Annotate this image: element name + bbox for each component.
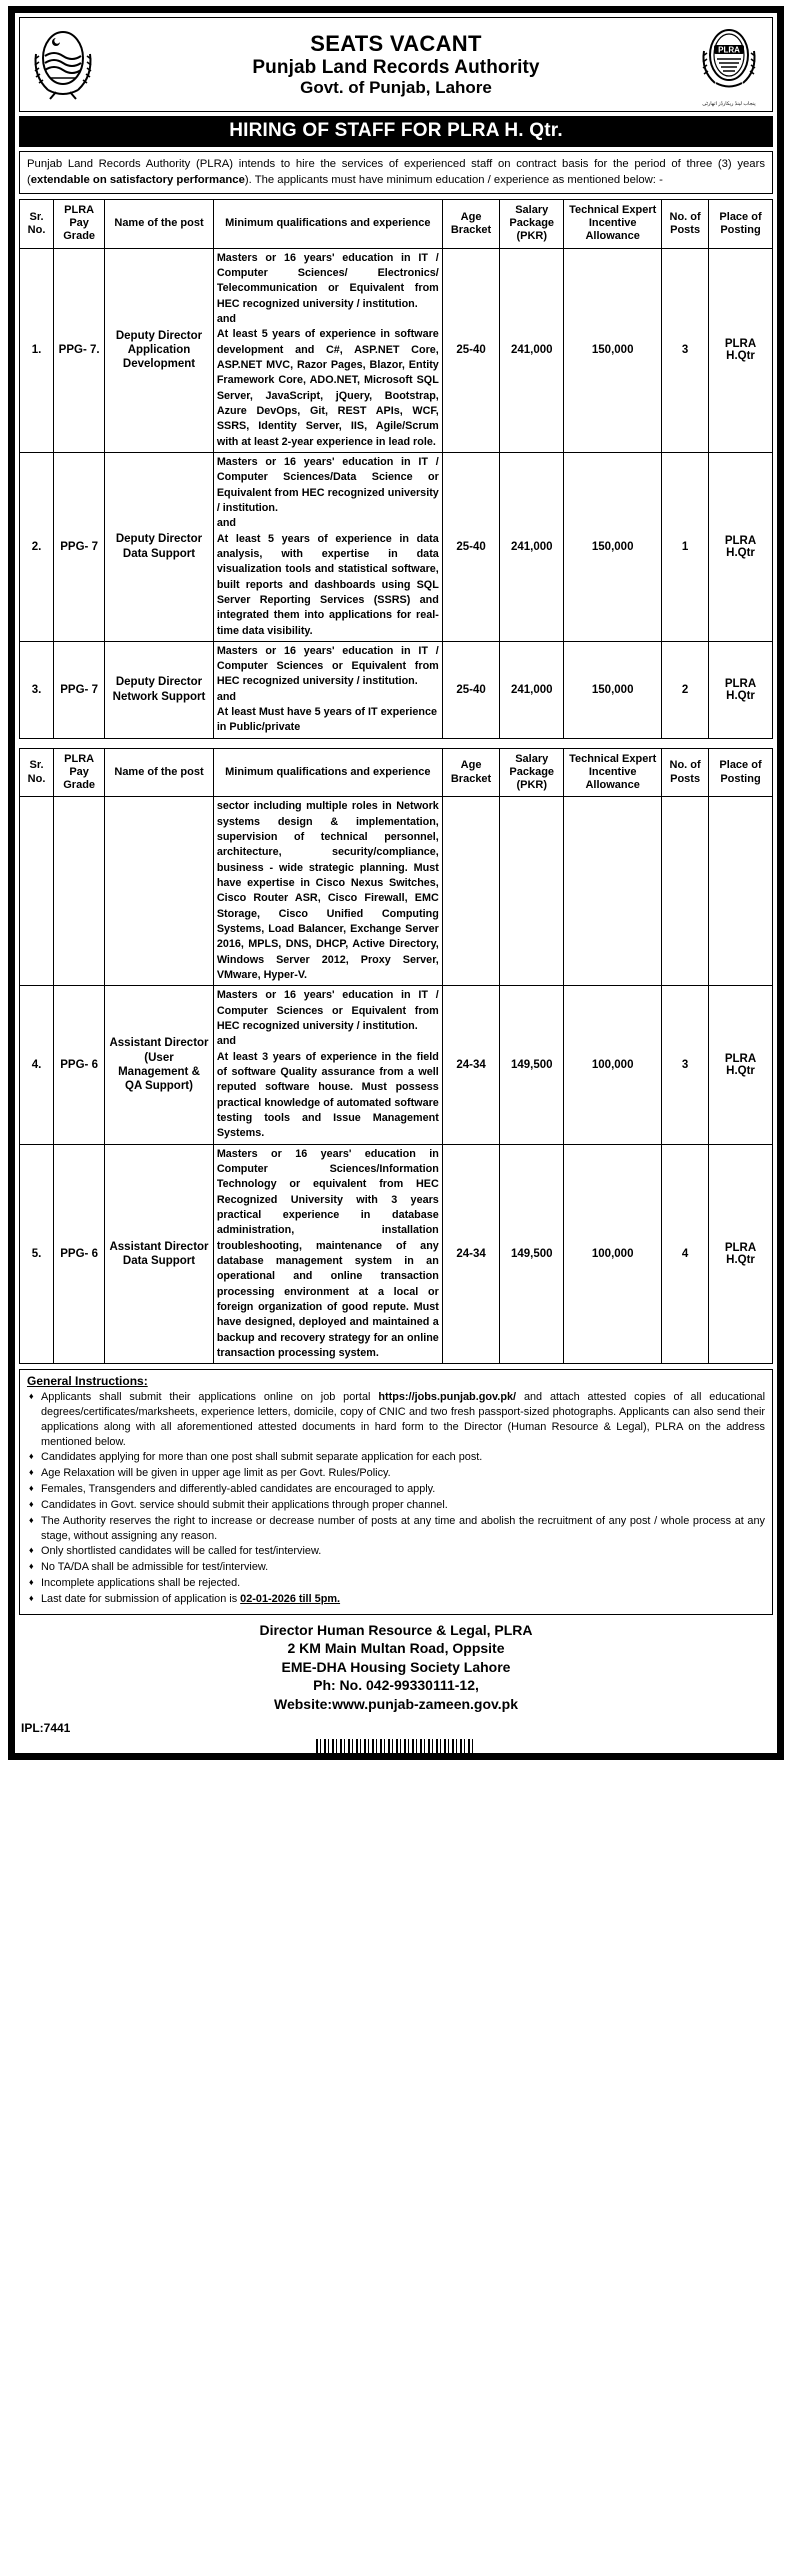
job-portal-url[interactable]: https://jobs.punjab.gov.pk/ — [378, 1391, 517, 1404]
intro-text-part2: ). The applicants must have minimum education / experience as mentioned below: - — [244, 174, 663, 187]
instruction-text: Candidates applying for more than one post shall submit separate application for each post. — [41, 1451, 483, 1464]
cell-qualifications — [213, 986, 442, 1144]
list-item — [27, 1482, 765, 1497]
cell-age — [442, 797, 500, 986]
list-item — [27, 1576, 765, 1591]
cell-grade — [54, 797, 105, 986]
cell-qualifications — [213, 452, 442, 641]
qual-experience: At least 3 years of experience in the field of software Quality assurance from a well reputed software house. Must possess practical knowledge of automated software testing tools and Issue Management Systems. — [216, 1050, 439, 1140]
qual-education: Masters or 16 years' education in Computer Sciences/Information Technology or equivalent from HEC Recognized University with 3 years practical experience in database administration, installation troubleshooting, maintenance of any database management system in an operational and online transaction processing environment at a local or foreign organization of good repute. Must have designed, deployed and maintained a backup and recovery strategy for an online transaction processing system. — [216, 1147, 439, 1359]
table-row — [20, 641, 773, 738]
col-header-allowance: Technical Expert Incentive Allowance — [564, 748, 662, 797]
table-row — [20, 452, 773, 641]
last-date-value: 02-01-2026 till 5pm. — [240, 1592, 341, 1605]
list-item — [27, 1450, 765, 1465]
instruction-text: Candidates in Govt. service should submit their applications through proper channel. — [41, 1498, 448, 1511]
col-header-place: Place of Posting — [709, 200, 773, 249]
cell-sr: 3. — [20, 641, 54, 738]
cell-sr: 5. — [20, 1144, 54, 1364]
cell-place — [709, 797, 773, 986]
cell-post: Deputy Director Application Development — [105, 248, 214, 452]
cell-grade: PPG- 6 — [54, 986, 105, 1144]
instruction-text: Applicants shall submit their applications online on job portal — [41, 1391, 379, 1404]
cell-salary: 149,500 — [500, 1144, 564, 1364]
cell-allowance: 150,000 — [564, 641, 662, 738]
cell-post: Assistant Director (User Management & QA Support) — [105, 986, 214, 1144]
footer-address-1: 2 KM Main Multan Road, Oppsite — [287, 1640, 505, 1657]
col-header-salary: Salary Package (PKR) — [500, 748, 564, 797]
cell-age: 25-40 — [442, 248, 500, 452]
intro-paragraph — [19, 151, 773, 194]
barcode-strip — [316, 1739, 476, 1753]
govt-line: Govt. of Punjab, Lahore — [300, 77, 492, 97]
cell-allowance: 150,000 — [564, 452, 662, 641]
cell-place: PLRA H.Qtr — [709, 248, 773, 452]
qual-education: Masters or 16 years' education in IT / Computer Sciences/Data Science or Equivalent from HEC recognized university / institution. — [216, 455, 439, 514]
cell-allowance: 150,000 — [564, 248, 662, 452]
list-item — [27, 1592, 765, 1607]
qual-experience: At least 5 years of experience in software development and C#, ASP.NET Core, ASP.NET MVC, Razor Pages, Blazor, Entity Framework Core, ADO.NET, Microsoft SQL Server, JavaScript, jQuery, Bootstrap, Azure DevOps, Git, REST APIs, WCF, SSRS, Identity Server, IIS, Agile/Scrum with at least 2-year experience in lead role. — [216, 328, 439, 448]
col-header-qualifications: Minimum qualifications and experience — [213, 748, 442, 797]
qual-education: Masters or 16 years' education in IT / Computer Sciences or Equivalent from HEC recognized university / institution. — [216, 644, 439, 688]
cell-posts — [662, 797, 709, 986]
cell-posts: 3 — [662, 248, 709, 452]
list-item — [27, 1390, 765, 1449]
cell-qualifications — [213, 797, 442, 986]
cell-sr: 2. — [20, 452, 54, 641]
instruction-text: No TA/DA shall be admissible for test/interview. — [41, 1561, 269, 1574]
punjab-govt-crest-icon — [26, 26, 100, 104]
cell-grade: PPG- 7. — [54, 248, 105, 452]
list-item — [27, 1466, 765, 1481]
col-header-age: Age Bracket — [442, 200, 500, 249]
cell-place: PLRA H.Qtr — [709, 1144, 773, 1364]
footer-website[interactable]: Website:www.punjab-zameen.gov.pk — [274, 1695, 518, 1712]
cell-salary: 241,000 — [500, 641, 564, 738]
col-header-post: Name of the post — [105, 200, 214, 249]
cell-post: Deputy Director Network Support — [105, 641, 214, 738]
qual-and: and — [216, 517, 237, 530]
cell-posts: 4 — [662, 1144, 709, 1364]
col-header-sr: Sr. No. — [20, 748, 54, 797]
instruction-text: The Authority reserves the right to increase or decrease number of posts at any time and abolish the recruitment of any post / whole process at any stage, without assigning any reason. — [41, 1514, 765, 1542]
qual-education: Masters or 16 years' education in IT / Computer Sciences or Equivalent from HEC recognized university / institution. — [216, 989, 439, 1032]
list-item — [27, 1544, 765, 1559]
cell-grade: PPG- 6 — [54, 1144, 105, 1364]
col-header-qualifications: Minimum qualifications and experience — [213, 200, 442, 249]
plra-logo-icon — [692, 22, 766, 100]
qual-education: Masters or 16 years' education in IT / Computer Sciences/ Electronics/ Telecommunication or Equivalent from HEC recognized university / institution. — [216, 251, 439, 310]
cell-post: Assistant Director Data Support — [105, 1144, 214, 1364]
general-instructions-list — [27, 1390, 765, 1607]
col-header-posts: No. of Posts — [662, 200, 709, 249]
footer-address-2: EME-DHA Housing Society Lahore — [281, 1658, 511, 1675]
cell-posts: 3 — [662, 986, 709, 1144]
authority-name: Punjab Land Records Authority — [252, 56, 540, 78]
footer-phone: Ph: No. 042-99330111-12, — [313, 1677, 479, 1694]
intro-text-part1: Punjab Land Records Authority (PLRA) intends to hire the services of experienced staff on contract basis for the period of three (3) years ( — [27, 158, 765, 187]
col-header-grade: PLRA Pay Grade — [54, 748, 105, 797]
cell-sr: 1. — [20, 248, 54, 452]
outer-frame — [8, 6, 784, 1760]
list-item — [27, 1514, 765, 1544]
cell-qualifications — [213, 641, 442, 738]
masthead-titles — [100, 32, 692, 97]
cell-salary: 149,500 — [500, 986, 564, 1144]
plra-logo-caption: پنجاب لینڈ ریکارڈز اتھارٹی — [702, 101, 756, 107]
table-header-row-repeated — [20, 748, 773, 797]
cell-place: PLRA H.Qtr — [709, 641, 773, 738]
table-row — [20, 248, 773, 452]
cell-age: 25-40 — [442, 452, 500, 641]
table-header-row — [20, 200, 773, 249]
col-header-allowance: Technical Expert Incentive Allowance — [564, 200, 662, 249]
jobs-table-part1 — [19, 199, 773, 739]
cell-grade: PPG- 7 — [54, 641, 105, 738]
instruction-text-cont: and attach attested copies of all educational degrees/certificates/marksheets, experience letters, domicile, copy of CNIC and two fresh passport-sized photographs. Applicants can also send their applications along with all aforementioned attested documents in hard form to the Director (Human Resource & Legal), PLRA on the address mentioned below. — [41, 1391, 765, 1448]
cell-posts: 1 — [662, 452, 709, 641]
qual-and: and — [216, 312, 237, 325]
cell-place: PLRA H.Qtr — [709, 452, 773, 641]
general-instructions-heading: General Instructions: — [27, 1374, 148, 1389]
masthead — [19, 17, 773, 112]
instruction-text: Age Relaxation will be given in upper age limit as per Govt. Rules/Policy. — [41, 1467, 391, 1480]
table-row-continued — [20, 797, 773, 986]
cell-allowance: 100,000 — [564, 986, 662, 1144]
cell-sr — [20, 797, 54, 986]
cell-qualifications — [213, 248, 442, 452]
qual-experience: At least Must have 5 years of IT experience in Public/private — [216, 706, 438, 734]
qual-and: and — [216, 1035, 237, 1048]
general-instructions — [19, 1369, 773, 1615]
list-item — [27, 1560, 765, 1575]
hiring-banner: HIRING OF STAFF FOR PLRA H. Qtr. — [19, 116, 773, 147]
instruction-text: Last date for submission of application is — [41, 1592, 241, 1605]
qual-and: and — [216, 690, 237, 703]
cell-salary — [500, 797, 564, 986]
col-header-age: Age Bracket — [442, 748, 500, 797]
col-header-place: Place of Posting — [709, 748, 773, 797]
jobs-table-part2 — [19, 748, 773, 1364]
cell-qualifications — [213, 1144, 442, 1364]
col-header-post: Name of the post — [105, 748, 214, 797]
col-header-salary: Salary Package (PKR) — [500, 200, 564, 249]
contact-footer — [19, 1621, 773, 1719]
col-header-posts: No. of Posts — [662, 748, 709, 797]
svg-text:PLRA: PLRA — [718, 45, 740, 55]
cell-salary: 241,000 — [500, 452, 564, 641]
cell-place: PLRA H.Qtr — [709, 986, 773, 1144]
table-row — [20, 1144, 773, 1364]
list-item — [27, 1498, 765, 1513]
cell-age: 24-34 — [442, 1144, 500, 1364]
table-row — [20, 986, 773, 1144]
qual-continued: sector including multiple roles in Network systems design & implementation, supervision of technical personnel, architecture, security/compliance, business - wide strategic planning. Must have expertise in Cisco Nexus Switches, Cisco Router ASR, Cisco Firewall, EMC Storage, Cisco Unified Computing Systems, Load Balancer, Exchange Server 2016, MPLS, DNS, DHCP, Active Directory, Windows Server 2012, Proxy Server, VMware, Hyper-V. — [216, 800, 439, 981]
cell-age: 25-40 — [442, 641, 500, 738]
cell-post — [105, 797, 214, 986]
cell-allowance — [564, 797, 662, 986]
intro-text-bold: extendable on satisfactory performance — [30, 174, 245, 187]
cell-allowance: 100,000 — [564, 1144, 662, 1364]
col-header-grade: PLRA Pay Grade — [54, 200, 105, 249]
headline-seats-vacant: SEATS VACANT — [310, 31, 482, 57]
instruction-text: Only shortlisted candidates will be called for test/interview. — [41, 1545, 322, 1558]
instruction-text: Females, Transgenders and differently-abled candidates are encouraged to apply. — [41, 1483, 436, 1496]
cell-grade: PPG- 7 — [54, 452, 105, 641]
cell-salary: 241,000 — [500, 248, 564, 452]
col-header-sr: Sr. No. — [20, 200, 54, 249]
cell-post: Deputy Director Data Support — [105, 452, 214, 641]
inner-frame — [14, 12, 778, 1754]
footer-director: Director Human Resource & Legal, PLRA — [259, 1621, 533, 1638]
cell-age: 24-34 — [442, 986, 500, 1144]
qual-experience: At least 5 years of experience in data analysis, with expertise in data visualization tools and statistical software, built reports and dashboards using SQL Server Reporting Services (SSRS) and integrated them into applications for real-time data visibility. — [216, 532, 439, 637]
cell-posts: 2 — [662, 641, 709, 738]
ipl-reference: IPL:7441 — [21, 1721, 71, 1736]
cell-sr: 4. — [20, 986, 54, 1144]
instruction-text: Incomplete applications shall be rejected. — [41, 1577, 241, 1590]
